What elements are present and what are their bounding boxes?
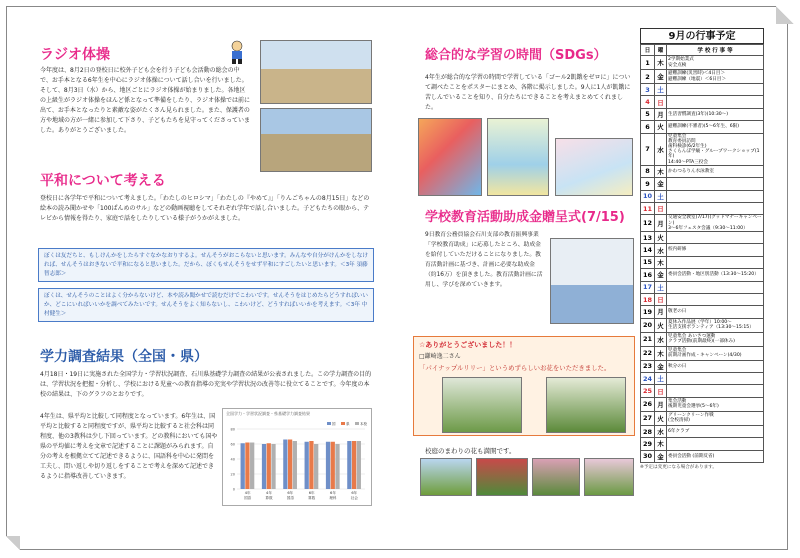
schedule-weekday: 土: [655, 84, 667, 96]
schedule-row: [641, 133, 764, 165]
schedule-day: 26: [641, 397, 655, 411]
chart-bar: [305, 442, 309, 489]
schedule-event: [667, 84, 764, 96]
schedule-event: [667, 96, 764, 108]
schedule-weekday: 木: [655, 346, 667, 360]
schedule-row: [641, 332, 764, 346]
schedule-weekday: 水: [655, 244, 667, 256]
chart-bar: [288, 440, 292, 490]
chart-y-tick: 0: [232, 487, 235, 492]
schedule-event: [667, 178, 764, 190]
grant-section: [425, 206, 640, 225]
chart-legend-label: 国: [332, 422, 336, 426]
chart-x-tick: 4年: [266, 491, 272, 495]
schedule-event: 校内研修: [667, 244, 764, 256]
schedule-day: 24: [641, 373, 655, 385]
schedule-weekday: 水: [655, 332, 667, 346]
mascot-icon: [228, 40, 246, 64]
garden-photo-2: [476, 458, 528, 496]
schedule-weekday: 月: [655, 108, 667, 120]
schedule-row: [641, 385, 764, 397]
schedule-weekday: 土: [655, 281, 667, 293]
schedule-weekday: 月: [655, 306, 667, 318]
schedule-weekday: 日: [655, 202, 667, 214]
schedule-day: 21: [641, 332, 655, 346]
schedule-weekday: 金: [655, 70, 667, 84]
chart-bar: [357, 441, 361, 489]
chart-y-tick: 20: [230, 472, 235, 477]
schedule-row: [641, 256, 764, 268]
page-fold-corner: [776, 6, 794, 24]
schedule-weekday: 月: [655, 215, 667, 232]
peace-title: 平和について考える: [40, 173, 166, 189]
chart-bar: [271, 444, 275, 489]
schedule-weekday: 木: [655, 438, 667, 450]
sdgs-poster-1: [418, 118, 482, 196]
schedule-event: [667, 231, 764, 243]
schedule-row: [641, 108, 764, 120]
sdgs-section: [425, 44, 640, 113]
thanks-box: [413, 336, 635, 436]
grant-body: 9日教育公務員協会石川支部の教育振興事業「学校教育助成」に応募したところ、助成金を給付していただけることになりました。教育活動計画に基づき、計画に必要な助成金（約16万）を頂きました。教育活動計画に活用し、学びを深めていきます。: [425, 232, 543, 288]
schedule-row: [641, 70, 764, 84]
schedule-event: 委員会活動 (前期反省): [667, 450, 764, 462]
schedule-weekday: 日: [655, 96, 667, 108]
schedule-weekday: 木: [655, 56, 667, 70]
thanks-name: □鎌崎逸二さん: [419, 353, 461, 360]
peace-quote-1: ぼくは友だちと、もしけんかをしたらすぐなかなおりするよ。せんそうがおこらないと思います。みんなや自分がけんかをしなければ、せんそうはおきないで平和になると思いました。だから、ぼくもせんそうをせず平和にすごしたいと思います。＜3年 須藤智志郎＞: [38, 248, 374, 282]
schedule-day: 2: [641, 70, 655, 84]
schedule-day: 30: [641, 450, 655, 462]
schedule-panel: [640, 28, 764, 470]
schedule-day: 18: [641, 293, 655, 305]
garden-photo-3: [532, 458, 580, 496]
schedule-weekday: 土: [655, 373, 667, 385]
chart-bar: [326, 442, 330, 489]
chart-y-tick: 60: [230, 442, 235, 447]
radio-photo-2: [260, 108, 372, 172]
schedule-row: [641, 165, 764, 177]
chart-title: 全国学力・学習状況調査・県基礎学力調査結果: [226, 411, 310, 416]
schedule-day: 27: [641, 411, 655, 425]
schedule-weekday: 木: [655, 165, 667, 177]
schedule-row: [641, 281, 764, 293]
schedule-row: [641, 293, 764, 305]
schedule-event: [667, 438, 764, 450]
schedule-row: [641, 215, 764, 232]
schedule-weekday: 日: [655, 385, 667, 397]
schedule-title: 9月の行事予定: [640, 28, 764, 44]
schedule-event: 委員会活動・地区別活動（13:30〜15:20）: [667, 269, 764, 281]
schedule-event: [667, 190, 764, 202]
schedule-event: 交通安全教室(7/17)(グッドマナーキャンペーン) 3〜6年フェスタ会議（9:30〜11:00）: [668, 215, 762, 231]
schedule-weekday: 火: [655, 411, 667, 425]
survey-intro: 4月18日・19日に実施された全国学力・学習状況調査、石川県基礎学力調査の結果が公表されました。この学力調査の目的は、学習状況を把握・分析し、学校における児童への教育指導の充実や学習状況の改善等に役立てることです。今年度の本校の結果は、下のグラフのとおりです。: [40, 371, 372, 398]
schedule-day: 28: [641, 425, 655, 437]
schedule-day: 22: [641, 346, 655, 360]
schedule-row: [641, 360, 764, 372]
schedule-day: 25: [641, 385, 655, 397]
survey-title: 学力調査結果（全国・県）: [40, 349, 208, 365]
schedule-row: [641, 373, 764, 385]
chart-bar: [250, 443, 254, 490]
garden-photo-1: [420, 458, 472, 496]
chart-bar: [293, 441, 297, 489]
schedule-row: [641, 202, 764, 214]
schedule-event: 児童集会 あいさつ運動 クラブ活動(前期最終)(一部休み): [667, 332, 764, 346]
chart-bar: [335, 444, 339, 489]
garden-photo-4: [584, 458, 634, 496]
schedule-event: [667, 385, 764, 397]
thanks-body: 「パイナップルリリー」というめずらしいお花をいただきました。: [419, 364, 611, 372]
schedule-weekday: 火: [655, 318, 667, 332]
schedule-row: [641, 269, 764, 281]
sdgs-title: 総合的な学習の時間（SDGs）: [425, 48, 607, 63]
chart-bar: [347, 441, 351, 489]
radio-title: ラジオ体操: [40, 47, 110, 63]
schedule-header-weekday: 曜: [655, 45, 667, 56]
chart-legend-label: 県: [346, 422, 350, 426]
schedule-row: [641, 231, 764, 243]
schedule-event: 避難訓練(不審者)(5〜6年生、6限): [667, 121, 764, 133]
chart-bar: [314, 444, 318, 489]
sdgs-poster-2: [487, 118, 549, 196]
schedule-header-events: 学 校 行 事 等: [667, 45, 764, 56]
schedule-weekday: 金: [655, 450, 667, 462]
schedule-header-day: 日: [641, 45, 655, 56]
schedule-day: 23: [641, 360, 655, 372]
schedule-event: 6年クラブ: [667, 425, 764, 437]
schedule-day: 19: [641, 306, 655, 318]
chart-x-tick: 6年: [351, 491, 358, 495]
schedule-event: 敬老の日: [667, 306, 764, 318]
schedule-row: [641, 346, 764, 360]
schedule-event: [667, 373, 764, 385]
schedule-weekday: 金: [655, 178, 667, 190]
schedule-event: 避難訓練(災害時)＜4日目＞ 避難訓練（地震）＜6日目＞: [667, 70, 764, 84]
chart-svg: [223, 421, 371, 505]
schedule-day: 20: [641, 318, 655, 332]
schedule-event: 集会活動 後期児童会選挙(5〜6年): [667, 397, 764, 411]
schedule-footer: ※予定は変更になる場合があります。: [640, 465, 717, 471]
schedule-event: [667, 202, 764, 214]
chart-x-tick: 国語: [286, 496, 294, 500]
chart-x-tick: 算数: [308, 496, 316, 500]
schedule-weekday: 水: [655, 425, 667, 437]
chart-legend-swatch: [341, 422, 345, 425]
schedule-day: 8: [641, 165, 655, 177]
schedule-weekday: 土: [655, 190, 667, 202]
radio-section: [40, 44, 255, 136]
chart-legend-label: 本校: [360, 422, 367, 426]
chart-bar: [309, 441, 313, 489]
chart-x-tick: 6年: [330, 491, 336, 495]
schedule-weekday: 月: [655, 397, 667, 411]
schedule-weekday: 火: [655, 121, 667, 133]
schedule-event: 児童集会 教育委員訪問 歯科検診(6/2年生) さくらんぼ学級・グループワークショップ(1年) 14:40〜PTA三役会: [667, 133, 764, 165]
schedule-event: 生活習慣調査(3年)(10:30〜): [667, 108, 764, 120]
schedule-row: [641, 84, 764, 96]
sdgs-poster-3: [555, 138, 633, 196]
schedule-table: [640, 44, 764, 463]
schedule-event: 児童集会 前期計画作成・キャンペーン(4/30): [667, 346, 764, 360]
chart-x-tick: 理科: [329, 496, 337, 500]
survey-body: 4年生は、県平均と比較して同程度となっています。6年生は、国平均と比較すると同程度ですが、県平均と比較すると社会科は同程度、他の3教科は少し下回っています。どの教科においても国や県の平均値に考えを文章で記述することに課題がみられます。自分の考えを根拠立てて記述できるように、国語科を中心に発問を工夫し、問い返しや切り返しをすることで考えを深めて記述できるように指導改善していきます。: [40, 413, 218, 480]
schedule-day: 12: [641, 215, 655, 232]
chart-bar: [267, 443, 271, 489]
chart-x-tick: 4年: [244, 491, 251, 495]
schedule-event: 秋分の日: [667, 360, 764, 372]
chart-y-tick: 80: [230, 427, 235, 432]
score-chart: [222, 408, 372, 506]
schedule-day: 9: [641, 178, 655, 190]
peace-quote-2: ぼくは、せんそうのことはよく分からないけど、本や読み聞かせで読むだけでこわいです。せんそうをはじめたらどうすればいいか、どこにいればいいかを調べてみたいです。せんそうをよく知らないし、こわいけど、どうすればいいかを考えます。＜3年 中村健生＞: [38, 288, 374, 322]
schedule-row: [641, 121, 764, 133]
schedule-row: [641, 244, 764, 256]
peace-section: [40, 170, 372, 224]
schedule-event: [667, 256, 764, 268]
schedule-day: 11: [641, 202, 655, 214]
schedule-event: [667, 293, 764, 305]
schedule-row: [641, 306, 764, 318]
schedule-body: [641, 56, 764, 463]
chart-legend-swatch: [355, 422, 359, 425]
page-fold-corner-bottom: [6, 536, 20, 550]
schedule-day: 14: [641, 244, 655, 256]
schedule-row: [641, 56, 764, 70]
schedule-row: [641, 190, 764, 202]
schedule-weekday: 金: [655, 360, 667, 372]
schedule-weekday: 火: [655, 231, 667, 243]
chart-bar: [283, 440, 287, 490]
chart-y-tick: 40: [230, 457, 235, 462]
chart-x-tick: 社会: [350, 496, 358, 500]
schedule-day: 4: [641, 96, 655, 108]
survey-section: [40, 346, 372, 400]
schedule-row: [641, 397, 764, 411]
schedule-day: 13: [641, 231, 655, 243]
schedule-weekday: 日: [655, 293, 667, 305]
grant-photo: [550, 238, 634, 324]
schedule-weekday: 水: [655, 133, 667, 165]
schedule-day: 16: [641, 269, 655, 281]
schedule-event: [667, 281, 764, 293]
chart-bar: [352, 441, 356, 489]
schedule-weekday: 金: [655, 269, 667, 281]
sdgs-body: 4年生が総合的な学習の時間で学習している「ゴール2飢餓をゼロに」について調べたことをポスターにまとめ、各階に掲示しました。9人に1人が飢餓に苦しんでいることを知り、自分たちにできることを考えまとめてくれました。: [425, 74, 631, 111]
chart-bar: [331, 442, 335, 489]
schedule-day: 6: [641, 121, 655, 133]
thanks-title: ☆ありがとうございました！！: [419, 341, 517, 349]
schedule-row: [641, 318, 764, 332]
schedule-event: かわつるりん水泳教室: [667, 165, 764, 177]
schedule-day: 1: [641, 56, 655, 70]
chart-bar: [245, 443, 249, 490]
flower-photo-1: [442, 377, 522, 433]
schedule-row: [641, 425, 764, 437]
chart-x-tick: 6年: [287, 491, 294, 495]
schedule-day: 29: [641, 438, 655, 450]
schedule-day: 10: [641, 190, 655, 202]
schedule-day: 15: [641, 256, 655, 268]
flower-photo-2: [546, 377, 626, 433]
schedule-day: 7: [641, 133, 655, 165]
schedule-row: [641, 438, 764, 450]
schedule-row: [641, 450, 764, 462]
chart-x-tick: 算数: [265, 496, 273, 500]
schedule-event: 2学期始業式 安全点検: [667, 56, 764, 70]
schedule-day: 3: [641, 84, 655, 96]
grant-title: 学校教育活動助成金贈呈式(7/15): [425, 210, 625, 225]
schedule-event: 夏休み作品展（学年）10:00〜 生活支援ボランティア（13:30〜15:15）: [667, 318, 764, 332]
schedule-row: [641, 96, 764, 108]
peace-body: 登校日に各学年で平和について考えました。「わたしのヒロシマ」「わたしの『やめて』」「りんごちゃんの8月15日」などの絵本の読み聞かせや「100ぱんめのサル」などの動画視聴をしてそれぞれ学年で話し合いました。子どもたちの眼から、テレビから情報を得たり、家庭で話をしたりしている様子がうかがえました。: [40, 195, 370, 222]
chart-bar: [262, 444, 266, 489]
schedule-weekday: 木: [655, 256, 667, 268]
schedule-row: [641, 178, 764, 190]
chart-x-tick: 国語: [244, 496, 252, 500]
flower-caption: 校庭のまわりの花も満開です。: [425, 447, 516, 455]
schedule-event: グリーンクリーン作戦 (全校清掃): [667, 411, 764, 425]
chart-x-tick: 6年: [308, 491, 315, 495]
radio-body: 今年度は、8月2日の登校日に校外子ども会を行う子ども会活動の総会の中で、お手本となる6年生を中心にラジオ体操について話し合いを行いました。そして、8月3日（水）から、地区ごとにラジオ体操が始まりました。各地区の上級生がラジオ体操をほんど係となって準備をしたり、ラジオ体操では前に出て、お手本となったりと素敵な姿がたくさん見られました。また、保護者の方や地域の方が一緒に参加して下さり、子どもたちを見守ってくださっていました。ありがとうございました。: [40, 67, 251, 134]
schedule-day: 5: [641, 108, 655, 120]
chart-bar: [241, 443, 245, 489]
schedule-day: 17: [641, 281, 655, 293]
chart-legend-swatch: [327, 422, 331, 425]
schedule-row: [641, 411, 764, 425]
radio-photo-1: [260, 40, 372, 104]
